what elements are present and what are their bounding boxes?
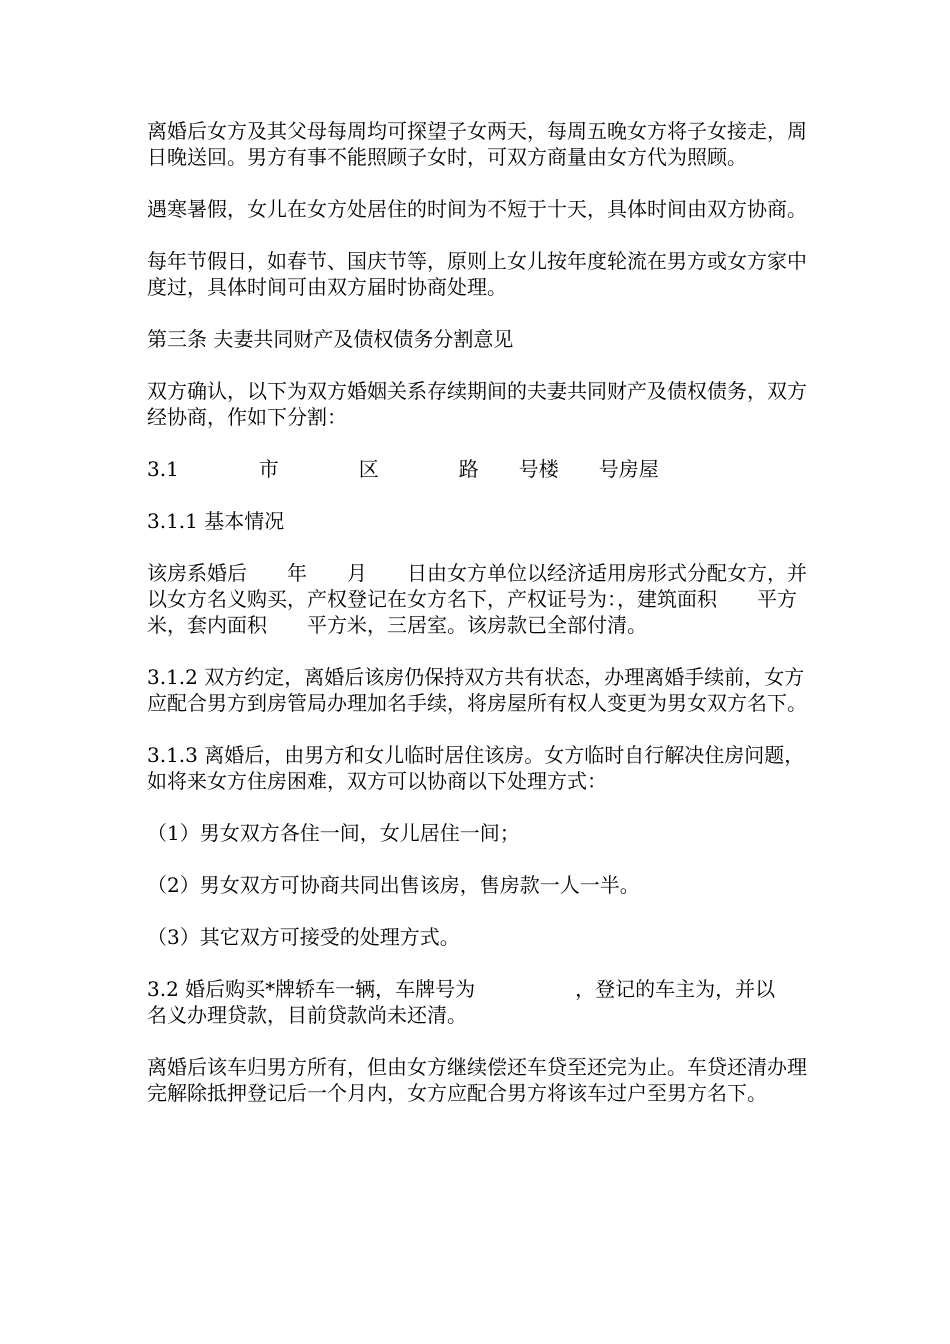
document-body xyxy=(147,118,856,1132)
section-3-1-1-title: 3.1.1 基本情况 xyxy=(147,509,285,533)
paragraph-property-confirmation: 双方确认，以下为双方婚姻关系存续期间的夫妻共同财产及债权债务，双方经协商，作如下分割： xyxy=(147,379,807,429)
section-3-2: 3.2 婚后购买*牌轿车一辆，车牌号为 ，登记的车主为，并以 名义办理贷款，目前贷款尚未还清。 xyxy=(147,977,856,1027)
paragraph-car-ownership: 离婚后该车归男方所有，但由女方继续偿还车贷至还完为止。车贷还清办理完解除抵押登记后一个月内，女方应配合男方将该车过户至男方名下。 xyxy=(147,1055,807,1105)
option-2: （2）男女双方可协商共同出售该房，售房款一人一半。 xyxy=(147,873,640,897)
paragraph-house-details: 该房系婚后 年 月 日由女方单位以经济适用房形式分配女方，并以女方名义购买，产权登记在女方名下，产权证号为：，建筑面积 平方米，套内面积 平方米，三居室。该房款已全部付清。 xyxy=(147,561,807,637)
paragraph-visitation-weekly: 离婚后女方及其父母每周均可探望子女两天，每周五晚女方将子女接走，周日晚送回。男方有事不能照顾子女时，可双方商量由女方代为照顾。 xyxy=(147,119,807,169)
option-3: （3）其它双方可接受的处理方式。 xyxy=(147,925,460,949)
section-3-1-title: 3.1 市 区 路 号楼 号房屋 xyxy=(147,457,659,481)
section-3-1-3: 3.1.3 离婚后，由男方和女儿临时居住该房。女方临时自行解决住房问题，如将来女方住房困难，双方可以协商以下处理方式： xyxy=(147,743,805,793)
option-1: （1）男女双方各住一间，女儿居住一间； xyxy=(147,821,520,845)
article-three-heading: 第三条 夫妻共同财产及债权债务分割意见 xyxy=(147,327,514,351)
paragraph-visitation-holidays: 遇寒暑假，女儿在女方处居住的时间为不短于十天，具体时间由双方协商。 xyxy=(147,197,807,221)
paragraph-festivals: 每年节假日，如春节、国庆节等，原则上女儿按年度轮流在男方或女方家中度过，具体时间可由双方届时协商处理。 xyxy=(147,249,807,299)
section-3-1-2: 3.1.2 双方约定，离婚后该房仍保持双方共有状态，办理离婚手续前，女方应配合男方到房管局办理加名手续，将房屋所有权人变更为男女双方名下。 xyxy=(147,665,807,715)
